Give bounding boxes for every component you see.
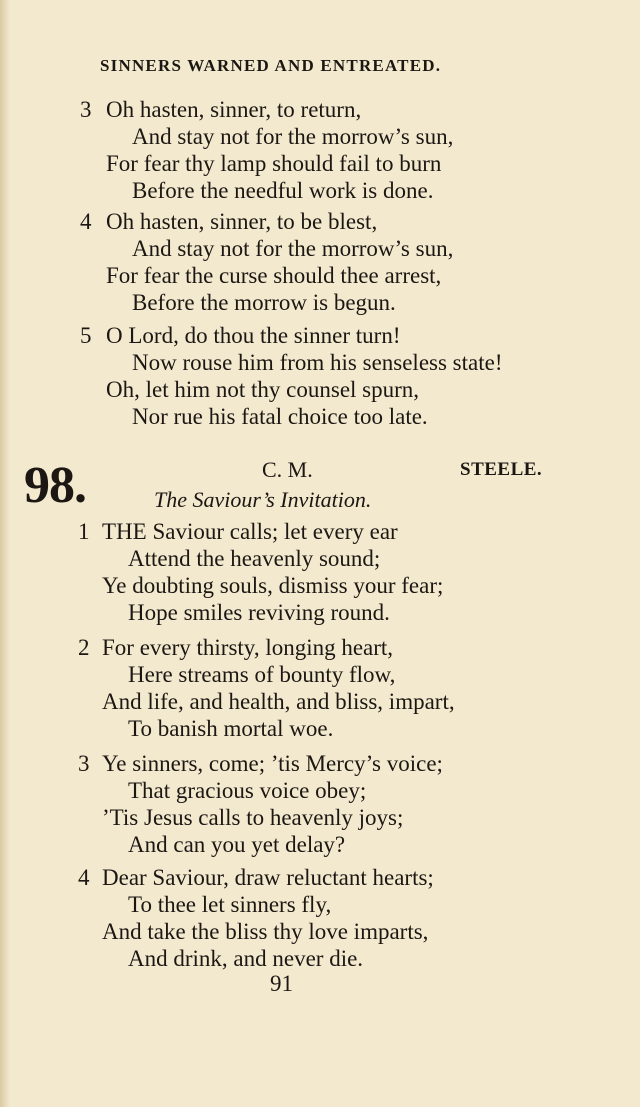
verse-line: Ye doubting souls, dismiss your fear; [102,573,444,598]
verse-line: Before the needful work is done. [132,178,434,203]
verse-line: Here streams of bounty flow, [128,662,396,687]
verse-line: To banish mortal woe. [128,716,334,741]
verse-line: Dear Saviour, draw reluctant hearts; [102,865,434,890]
stanza-number: 1 [78,519,90,544]
verse-line: Attend the heavenly sound; [128,546,381,571]
verse-line: Hope smiles reviving round. [128,600,390,625]
hymn-title: The Saviour’s Invitation. [154,487,372,512]
hymn-meter: C. M. [262,457,313,482]
stanza-number: 4 [80,209,92,234]
hymn-author: STEELE. [460,459,543,480]
page-edge-shadow [0,0,10,1107]
verse-line: Now rouse him from his senseless state! [132,350,503,375]
stanza-number: 5 [80,323,92,348]
stanza-number: 3 [78,751,90,776]
verse-line: And can you yet delay? [128,832,346,857]
stanza-number: 3 [80,97,92,122]
verse-line: Oh hasten, sinner, to be blest, [106,209,378,234]
verse-line: And stay not for the morrow’s sun, [132,236,454,261]
verse-line: O Lord, do thou the sinner turn! [106,323,401,348]
verse-line: And life, and health, and bliss, impart, [102,689,455,714]
verse-line: Oh, let him not thy counsel spurn, [106,377,420,402]
stanza-number: 2 [78,635,90,660]
verse-line: THE Saviour calls; let every ear [102,519,398,544]
verse-line: Ye sinners, come; ’tis Mercy’s voice; [102,751,443,776]
verse-line: Nor rue his fatal choice too late. [132,404,428,429]
verse-line: And stay not for the morrow’s sun, [132,124,454,149]
verse-line: That gracious voice obey; [128,778,367,803]
verse-line: Before the morrow is begun. [132,290,396,315]
hymn-number: 98. [24,457,86,514]
verse-line: And take the bliss thy love imparts, [102,919,429,944]
verse-line: And drink, and never die. [128,946,364,971]
verse-line: ’Tis Jesus calls to heavenly joys; [102,805,404,830]
page-number: 91 [270,971,293,996]
verse-line: Oh hasten, sinner, to return, [106,97,362,122]
running-head: SINNERS WARNED AND ENTREATED. [100,56,442,75]
verse-line: For every thirsty, longing heart, [102,635,394,660]
verse-line: For fear the curse should thee arrest, [106,263,442,288]
stanza-number: 4 [78,865,90,890]
verse-line: For fear thy lamp should fail to burn [106,151,442,176]
verse-line: To thee let sinners fly, [128,892,332,917]
